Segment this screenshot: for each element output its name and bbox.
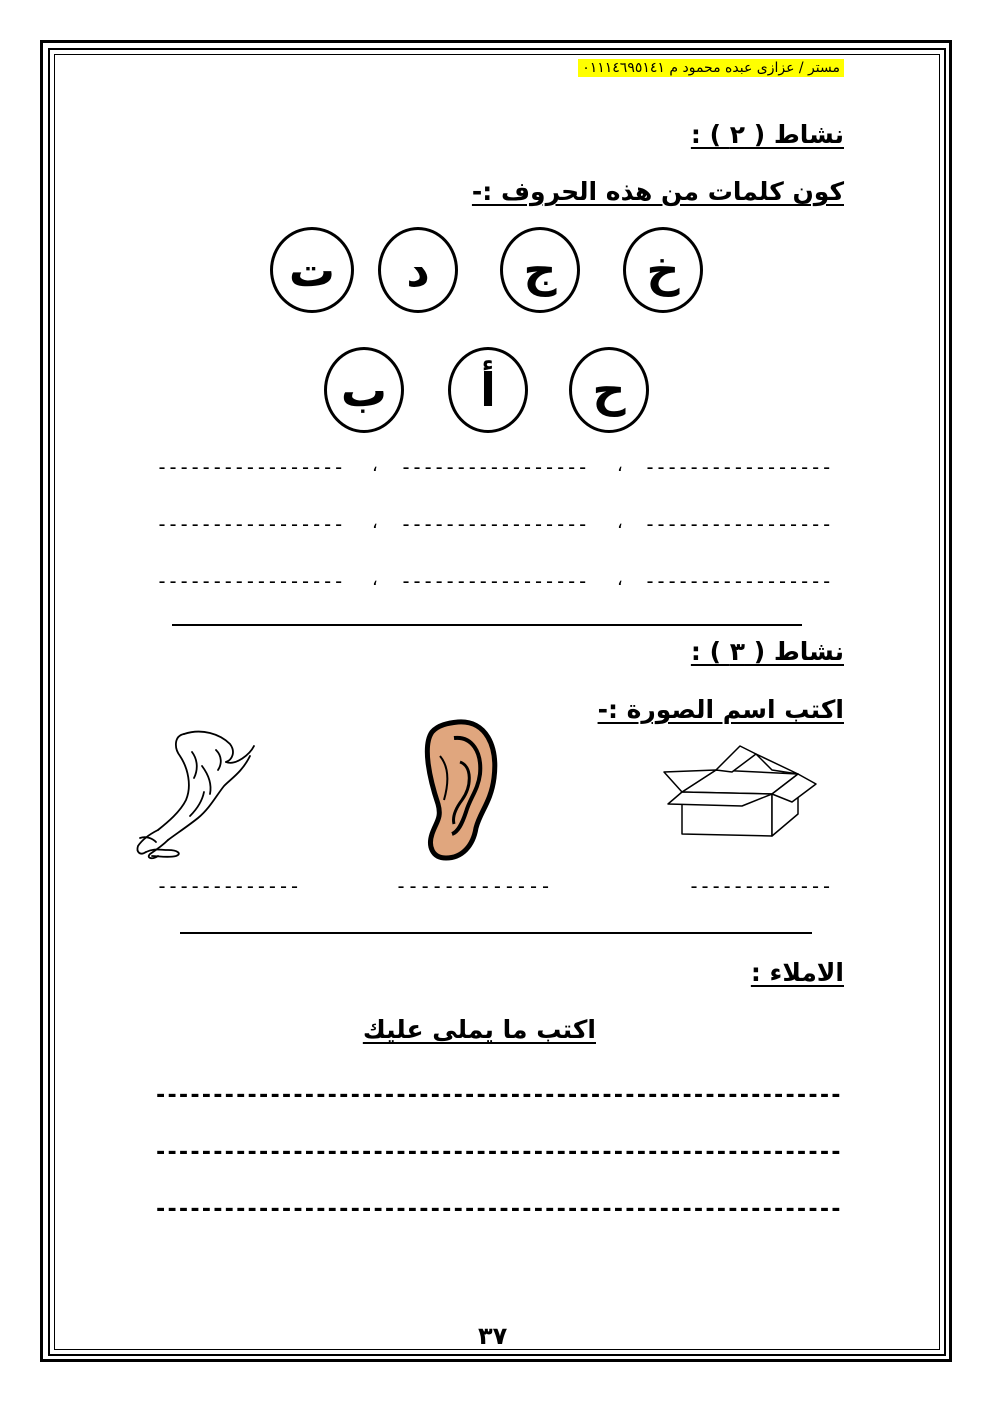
- activity2-title: نشاط ( ٢ ) :: [690, 120, 844, 149]
- dictation-line[interactable]: ------------------------------------------------------------: [154, 1083, 841, 1108]
- word-blank[interactable]: -----------------: [644, 569, 832, 593]
- comma: ،: [617, 569, 623, 590]
- box-icon: [660, 742, 818, 842]
- arm-icon: [132, 726, 258, 862]
- comma: ،: [617, 512, 623, 533]
- activity3-instruction: اكتب اسم الصورة :-: [597, 695, 844, 724]
- section-divider: [180, 932, 812, 934]
- word-blank[interactable]: -----------------: [156, 455, 344, 479]
- header-note: مستر / عزازى عبده محمود م ٠١١١٤٦٩٥١٤١: [578, 59, 844, 77]
- letter-circle-4: ت: [270, 227, 354, 313]
- letter-circle-1: خ: [623, 227, 703, 313]
- dictation-line[interactable]: ------------------------------------------------------------: [154, 1140, 841, 1165]
- ear-icon: [418, 716, 500, 864]
- letter-circle-7: ب: [324, 347, 404, 433]
- picture-name-blank-box[interactable]: -------------: [688, 874, 832, 898]
- section-divider: [172, 624, 802, 626]
- activity3-title: نشاط ( ٣ ) :: [690, 637, 844, 666]
- dictation-instruction: اكتب ما يملى عليك: [362, 1015, 596, 1044]
- letter-circle-2: ج: [500, 227, 580, 313]
- comma: ،: [372, 569, 378, 590]
- comma: ،: [372, 512, 378, 533]
- picture-name-blank-ear[interactable]: -------------: [395, 874, 552, 898]
- word-blank[interactable]: -----------------: [156, 512, 344, 536]
- activity2-instruction: كون كلمات من هذه الحروف :-: [471, 177, 844, 206]
- letter-circle-5: ح: [569, 347, 649, 433]
- comma: ،: [372, 455, 378, 476]
- word-blank[interactable]: -----------------: [644, 512, 832, 536]
- word-blank[interactable]: -----------------: [400, 569, 588, 593]
- dictation-title: الاملاء :: [750, 958, 844, 987]
- word-blank[interactable]: -----------------: [644, 455, 832, 479]
- word-blank[interactable]: -----------------: [400, 455, 588, 479]
- page-number: ٣٧: [478, 1322, 508, 1350]
- dictation-line[interactable]: ------------------------------------------------------------: [154, 1197, 841, 1222]
- word-blank[interactable]: -----------------: [400, 512, 588, 536]
- comma: ،: [617, 455, 623, 476]
- picture-name-blank-arm[interactable]: -------------: [156, 874, 300, 898]
- word-blank[interactable]: -----------------: [156, 569, 344, 593]
- letter-circle-3: د: [378, 227, 458, 313]
- letter-circle-6: أ: [448, 347, 528, 433]
